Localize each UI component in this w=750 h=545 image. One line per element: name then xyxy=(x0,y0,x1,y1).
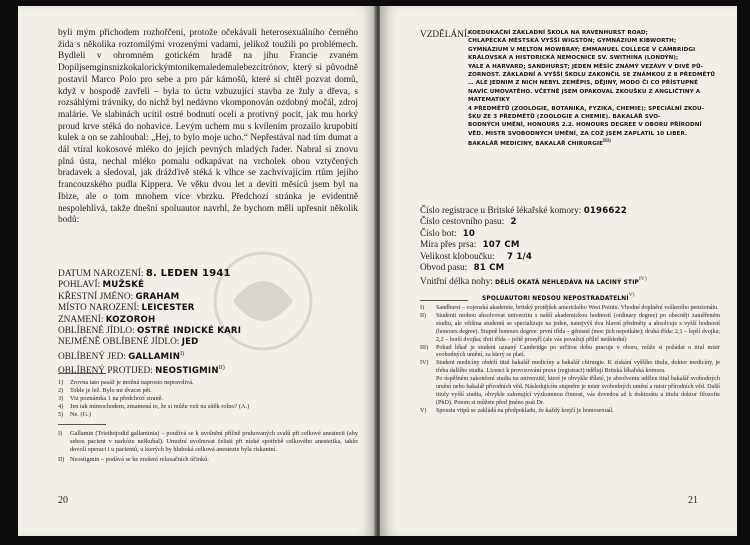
form-row-birthplace: MÍSTO NAROZENÍ: LEICESTER xyxy=(58,303,195,314)
handwritten-value: 2 xyxy=(510,217,517,228)
footnote-ref: IV) xyxy=(639,276,647,283)
footnote: I) Gallamin (Triethojodid gallaminia) – používá se k uvolnění příčně pruhovaných svalů při celkové anestezii (aby sebou pacient v narkóze neškubal). Umožní uvolnovat čelisti při nízké spotřebě celkového anestetika, takže dovolí operaci i u pacientů, u kterých by hluboká celková anestezie byla riskantní. xyxy=(58,430,358,454)
handwritten-value: LEICESTER xyxy=(141,303,195,314)
education-label: VZDĚLÁNÍ: xyxy=(420,30,470,40)
handwritten-line: CHLAPECKÁ MĚSTSKÁ VYŠŠÍ WIGSTON; GYMNÁZIUM KIBWORTH; xyxy=(468,38,677,45)
footnote: 3) Viz poznámka 1 na předchozí straně. xyxy=(58,395,163,403)
footnote: IV) Student medicíny obdrží titul bakalář medicíny a bakalář chirurgie. K získání vyššího titulu, doktor medicíny, je třeba dalšího studia. Licenci k provozování praxe (registraci) udělují Britská lékařská komora. xyxy=(420,360,720,375)
handwritten-value: JED xyxy=(181,337,199,348)
form-row-least-favorite-food: NEJMÉNĚ OBLÍBENÉ JÍDLO: JED xyxy=(58,337,199,348)
footnote-divider xyxy=(58,373,106,374)
handwritten-line: … ALE JEDNIM Z NICH NEBYL ZEMĚPIS, DĚJINY, MODO ČI CO PŘÍSTUPNÉ xyxy=(468,80,698,87)
handwritten-line: ZORNOST. ZÁKLADNÍ A VYŠŠÍ ŠKOLU ZAKONČIL SE ZNÁMKOU Z 8 PŘEDMĚTŮ xyxy=(468,72,716,79)
footnote: Po úspěšném zakončení studia na univerzitě, které je obvykle tříleté, je absolventu udělen titul bakalář svobodných umění nebo bakalář přírodních věd. Následujícím stupněm je mistr svobodných umění a mistr přírodních věd. Další tituly vyšší studia, obvykle zahrnující výzkumnou činnost, vás dovedou až k doktorátu a titulu doktor filozofie (PhD). Potom si můžete před jméno psát Dr. xyxy=(436,376,720,406)
footnotes-numbered xyxy=(58,379,358,419)
footnotes xyxy=(420,305,720,416)
handwritten-value: MUŽSKÉ xyxy=(102,280,145,291)
form-row-shoe-size: Číslo bot: 10 xyxy=(420,228,476,239)
form-row-passport: Číslo cestovního pasu: 2 xyxy=(420,217,517,228)
form-row-waist: Obvod pasu: 81 CM xyxy=(420,263,505,274)
footnote: 5) Ne. (G.) xyxy=(58,411,91,419)
footnote-divider xyxy=(58,424,106,425)
handwritten-value: 0196622 xyxy=(583,206,627,216)
handwritten-value: GALLAMIN xyxy=(128,351,181,362)
handwritten-value: SPOLUAUTORI NEDSOU NEPOSTRADATELNÍ xyxy=(482,296,629,303)
handwritten-line: NAVÍC UMOVATĚHO. VČETNĚ JSEM OPAKOVAL ZKOUŠKU Z ANGLIČTINY A MATEMATIKY xyxy=(468,88,701,104)
handwritten-value: 10 xyxy=(462,228,476,239)
handwritten-value: 8. LEDEN 1941 xyxy=(145,268,231,279)
handwritten-line: VĚD. MISTR SVOBODNÝCH UMĚNÍ, ZA COŽ JSEM ZAPLATIL 10 LIBER. xyxy=(468,130,688,137)
handwritten-value: 107 CM xyxy=(482,240,520,251)
right-page xyxy=(380,6,737,536)
form-row-first-name: KŘESTNÍ JMÉNO: GRAHAM xyxy=(58,291,180,302)
footnote: II) Neostigmin – podává se ke zrušení relaxačních účinků. xyxy=(58,456,209,464)
handwritten-line: BODNÝCH UMĚNÍ, HONOURS 2.2. HONOURS DEGREE V OBORU PŘÍRODNÍ xyxy=(468,122,702,129)
footnote: I) Sandhurst – vojenská akademie, britský protějšek amerického West Pointu. Vhodné doplnění veškerého penzionátu. xyxy=(420,305,719,311)
form-row-sex: POHLAVÍ: MUŽSKÉ xyxy=(58,280,145,291)
form-row-birthdate: DATUM NAROZENÍ: 8. LEDEN 1941 xyxy=(58,268,231,279)
footnotes-roman xyxy=(58,430,358,464)
page-number: 21 xyxy=(688,495,698,506)
handwritten-line: GYMNÁZIUM V MELTON MOWBRAY; EMMANUEL COLLEGE V CAMBRIDGI xyxy=(468,46,696,53)
handwritten-value: GRAHAM xyxy=(135,291,180,302)
footnote: 4) Jen tak mimochodem, zmamená to, že si můžu vzít na sítěk rolno? (A.) xyxy=(58,403,250,411)
footnote: V) Spousta vtipů se zakládá na předpokladu, že každý krejčí je homosexuál. xyxy=(420,407,614,414)
handwritten-value: 7 1/4 xyxy=(506,251,533,262)
handwritten-line: 4 PŘEDMĚTŮ (ZOOLOGIE, BOTANIKA, FYZIKA, CHEMIE); SPECIÁLNÍ ZKOU- xyxy=(468,105,705,112)
footnote-ref: III) xyxy=(603,139,611,145)
form-row-hat-size: Velikost kloboučku: 7 1/4 xyxy=(420,251,533,262)
footnote: III) Pokud lékař je student uznaný Cambridge po určitou dobu pracuje v oboru, může si požádat o titul mistr svobodných umění, za který se platí. xyxy=(420,344,720,359)
body-text xyxy=(58,28,358,227)
left-page xyxy=(18,6,376,536)
page-number: 20 xyxy=(58,495,68,506)
form-row-inseam: Vnitřní délka nohy: DĚLÍŠ OKATÁ NEHLEDÁVA NA LACINÝ $STIP^{IV)}$ xyxy=(420,276,647,288)
handwritten-value: NEOSTIGMIN xyxy=(155,366,219,377)
handwritten-value: 81 CM xyxy=(473,263,505,274)
handwritten-value: KOZOROH xyxy=(105,314,156,325)
footnote-ref: II) xyxy=(218,365,225,372)
form-row-favorite-food: OBLÍBENÉ JÍDLO: OSTRÉ INDICKÉ KARI xyxy=(58,326,242,337)
footnote-ref: I) xyxy=(180,350,185,357)
body-paragraph: byli mým příchodem rozhořčeni, protože očekávali heterosexuálního černého žida s několika roztomilými vrozenými vadami, jelikož toužili po problémech. Bydleli v ohromném gotickém hradě na jihu Francie zvaném Dopiljsemginsnizkokalorickýmtonikemaledemalebezcitrónov, který si původně postavil Marco Polo pro sebe a pro pár kámošů, které si chtěl pozvat domů, když v hospodě zavřeli – byla to úctu vzbuzující stavba ze žuly a dřeva, s rozsáhlými trávníky, do nichž byl nedávno vkomponován ozdobný močál, zdroj malárie. Ve slabinách ucítil ostré bodnutí oceli a protivný pocit, jak mu horký proud krve stéká do nohavice. Levým uchem mu s kvílením prozailo krupobití kulek a on se zahloubal: „Hej, to bylo moje ucho.“ Nepřestával nad tím dumat a dál vtíral kokosové mléko do jejích pevných mladých řader. Nabral si znovu plná ústa, nechal mléko pomalu odkapávat na vrcholek obou vztyčených bradavek a sledoval, jak drážďivě stéká k vlhce se zachvívajícím rtům jejího francouzského pudla Kippera. Ve věku dvou let a devíti měsíců jsem byl na Ibize, ale o tom mnohem více vbrzku. Předchozí stránka je evidentně nespolehlivá, takže dnešní spoluautor navrhl, že bychom měli upřesnit několik bodů: xyxy=(58,28,358,226)
form-row-sign: ZNAMENÍ: KOZOROH xyxy=(58,314,156,325)
form-row-favorite-poison: OBLÍBENÝ JED: $GALLAMIN^{I)}$ xyxy=(58,350,185,362)
footnote: 2) Toble je lež. Bylo mi dvacet pět. xyxy=(58,387,152,395)
personal-form xyxy=(58,268,368,378)
handwritten-line: KOEDUKAČNÍ ZÁKLADNÍ ŠKOLA NA RAVENHURST ROAD; xyxy=(468,30,648,36)
form-row-chest: Míra přes prsa: 107 CM xyxy=(420,240,520,251)
handwritten-line: YALE A HARVARD; SANDHURST; JEDEN MĚSÍC ZNÁMÝ VEZÁVY V DIVÉ PŮ- xyxy=(468,63,704,70)
footnote-ref: V) xyxy=(628,291,635,298)
education-handwriting xyxy=(468,29,730,149)
form-row-inseam-continued xyxy=(420,290,730,306)
handwritten-value: OSTRÉ INDICKÉ KARI xyxy=(137,326,242,337)
form-row-registration: Číslo registrace u Britské lékařské komory: 0196622 xyxy=(420,206,627,216)
footnote-divider xyxy=(420,300,468,301)
form-row-favorite-antidote: OBLÍBENÝ PROTIJED: $NEOSTIGMIN^{II)}$ xyxy=(58,365,225,377)
measurements-form xyxy=(420,206,730,305)
footnote: II) Studenti mohou absolvovat univerzitu s našší akademickou hodností (ordinary degree) po obecněji zaměřeném studiu, ale většina studentů se specializuje na jeden, nanejvýš dva hlavní předměty a absolvuje s vyšší hodností (honours degree). Stupně honours degree: první třída – génisně (moc jich nepotkáte); druhá třída: 2,1 – lepší dvojka; 2,2 – horší dvojka; třetí třída – ještě prosyřl (ale vás považují přílič neúhlední) xyxy=(420,312,720,343)
handwritten-value: DĚLÍŠ OKATÁ NEHLEDÁVA NA LACINÝ STIP xyxy=(495,280,640,287)
handwritten-line: KRÁLOVSKÁ A HISTORICKÁ NEMOCNICE SV. SWITHINA (LONDÝN); xyxy=(468,55,679,62)
handwritten-line: BAKALÁŘ MEDICÍNY, BAKALÁŘ $CHIRURGIE^{III)}$ xyxy=(468,139,611,148)
handwritten-line: ŠKU ZE 3 PŘEDMĚTŮ (ZOOLOGIE A CHEMIE). BAKALÁŘ SVO- xyxy=(468,114,661,121)
footnote: 1) Zrovna tato pasáž je možná naprosto nepravdivá. xyxy=(58,379,194,386)
